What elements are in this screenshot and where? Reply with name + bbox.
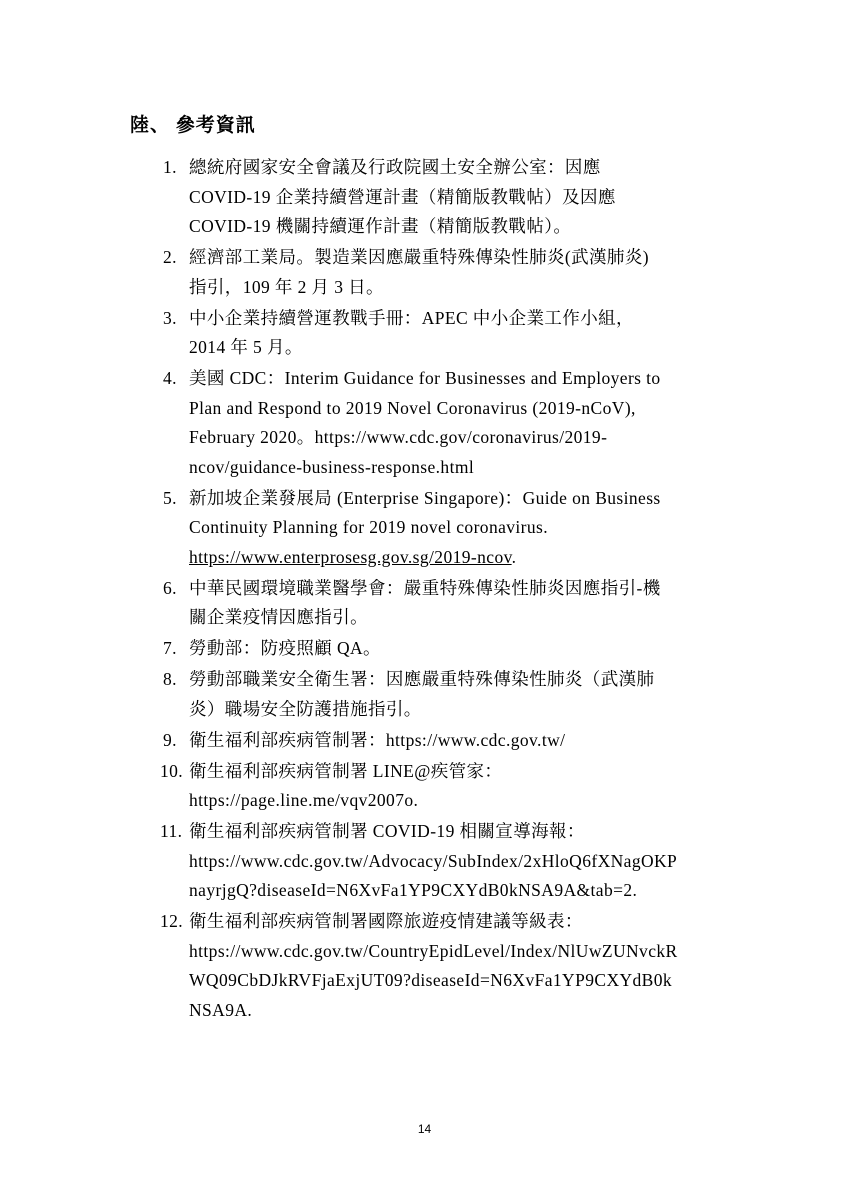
reference-item-11: [130, 817, 730, 906]
reference-number: 9.: [163, 729, 177, 750]
reference-item-1: [130, 153, 730, 242]
reference-item-4: [130, 364, 730, 482]
reference-text: 衛生福利部疾病管制署：https://www.cdc.gov.tw/: [189, 729, 566, 750]
reference-text: 中小企業持續營運教戰手冊：APEC 中小企業工作小組， 2014 年 5 月。: [189, 307, 634, 357]
reference-item-5: [130, 484, 730, 573]
section-heading: 陸、 參考資訊: [130, 115, 256, 136]
page-number: 14: [417, 1122, 432, 1136]
reference-list: [130, 153, 730, 1027]
reference-item-2: [130, 243, 730, 302]
reference-item-3: [130, 304, 730, 363]
reference-number: 5.: [163, 487, 177, 508]
reference-item-7: [130, 634, 730, 664]
reference-text: 衛生福利部疾病管制署 LINE@疾管家： https://page.line.me/vqv2007o.: [189, 760, 503, 810]
reference-number: 12.: [160, 911, 184, 931]
reference-text: 衛生福利部疾病管制署國際旅遊疫情建議等級表： https://www.cdc.gov.tw/CountryEpidLevel/Index/NlUwZUNvckR WQ09CbDJkRVFjaExjUT09?diseaseId=N6XvFa1YP9CXYdB0k NSA9A.: [189, 911, 678, 1020]
reference-text: 總統府國家安全會議及行政院國土安全辦公室：因應 COVID-19 企業持續營運計畫（精簡版教戰帖）及因應 COVID-19 機關持續運作計畫（精簡版教戰帖）。: [189, 157, 616, 236]
reference-text: 勞動部：防疫照顧 QA。: [189, 638, 381, 658]
reference-item-8: [130, 665, 730, 724]
reference-item-9: [130, 726, 730, 756]
reference-link-suffix: .: [511, 546, 517, 567]
reference-number: 7.: [163, 638, 177, 658]
reference-item-10: [130, 757, 730, 816]
reference-number: 8.: [163, 669, 177, 689]
reference-number: 2.: [163, 247, 177, 267]
reference-link-line: [189, 547, 516, 567]
reference-text: 美國 CDC：Interim Guidance for Businesses and Employers to Plan and Respond to 2019 Novel Coronavirus (2019-nCoV), February 2020。https://www.cdc.gov/coronavirus/2019- ncov/guidance-business-response.html: [189, 368, 661, 477]
reference-text: 衛生福利部疾病管制署 COVID-19 相關宣導海報： https://www.cdc.gov.tw/Advocacy/SubIndex/2xHloQ6fXNagOKP nayrjgQ?diseaseId=N6XvFa1YP9CXYdB0kNSA9A&tab=2.: [189, 821, 678, 900]
reference-link[interactable]: https://www.enterprosesg.gov.sg/2019-ncov: [189, 546, 512, 567]
reference-text: 經濟部工業局。製造業因應嚴重特殊傳染性肺炎(武漢肺炎) 指引，109 年 2 月 3 日。: [189, 247, 649, 297]
reference-text: 新加坡企業發展局 (Enterprise Singapore)：Guide on Business Continuity Planning for 2019 novel coronavirus.: [189, 487, 661, 537]
reference-number: 4.: [163, 368, 177, 388]
reference-number: 3.: [163, 307, 177, 328]
reference-text: 中華民國環境職業醫學會：嚴重特殊傳染性肺炎因應指引-機 關企業疫情因應指引。: [189, 577, 661, 627]
reference-number: 11.: [160, 821, 183, 841]
reference-text: 勞動部職業安全衛生署：因應嚴重特殊傳染性肺炎（武漢肺 炎）職場安全防護措施指引。: [189, 669, 655, 719]
reference-number: 6.: [163, 577, 177, 598]
reference-number: 1.: [163, 157, 177, 177]
reference-number: 10.: [160, 760, 184, 781]
reference-item-6: [130, 574, 730, 633]
reference-item-12: [130, 907, 730, 1025]
